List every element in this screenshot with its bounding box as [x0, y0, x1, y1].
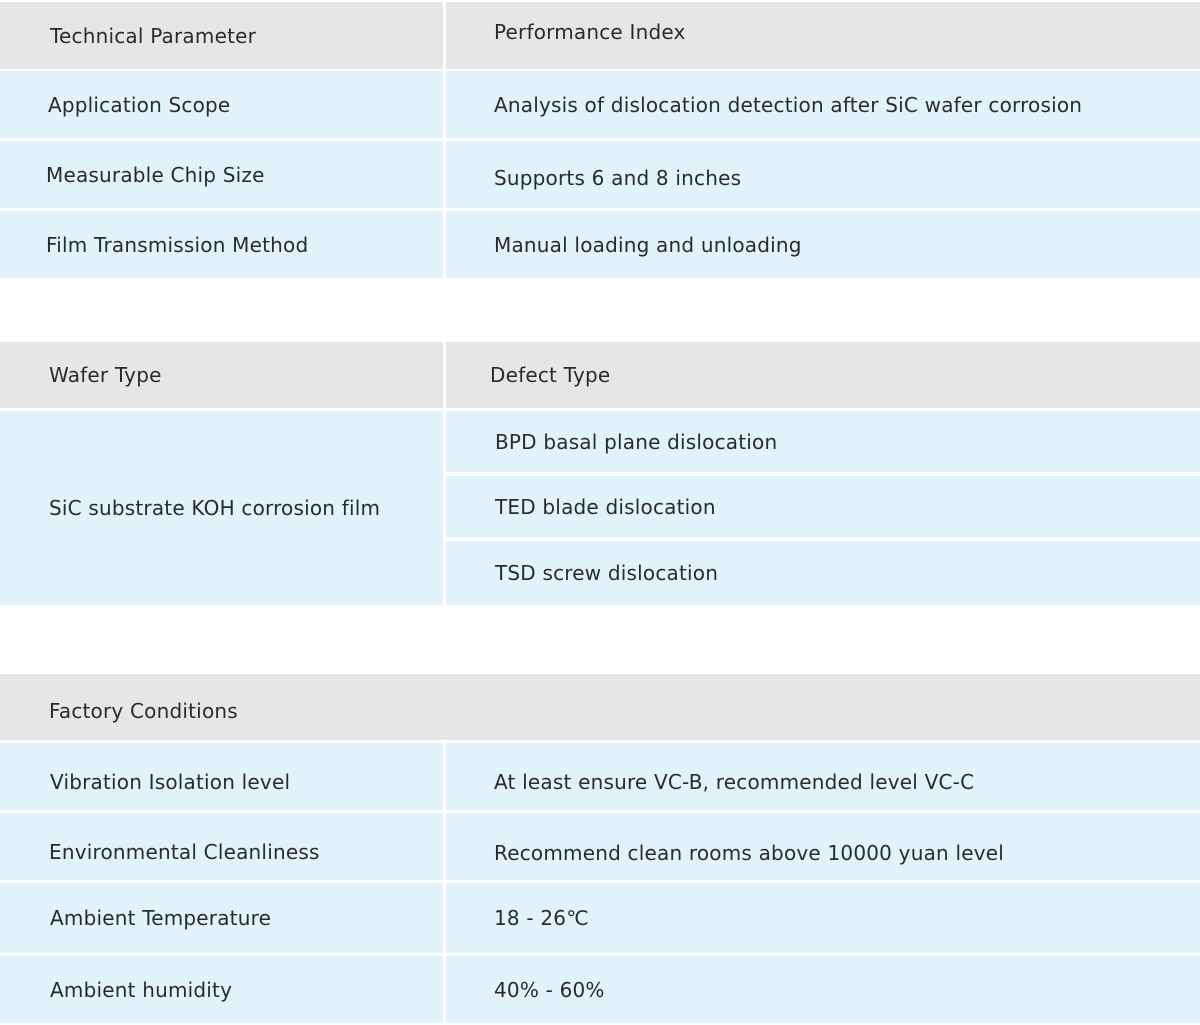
- table2-wafer-type-text: SiC substrate KOH corrosion film: [49, 496, 381, 520]
- table1-row2-label-text: Measurable Chip Size: [46, 162, 265, 187]
- table2-header-col1: [0, 342, 443, 408]
- table3-row1-label: [0, 743, 443, 810]
- table1-row3-label: [0, 211, 443, 278]
- table1-row2-label: [0, 141, 443, 208]
- table1-header-col1-text: Technical Parameter: [50, 23, 257, 48]
- table2-defect-text: TSD screw dislocation: [495, 561, 719, 585]
- table3-row3-label-text: Ambient Temperature: [50, 906, 272, 930]
- table1-header-col2-text: Performance Index: [494, 19, 686, 44]
- table3-row3-value-text: 18 - 26℃: [494, 906, 589, 930]
- table3-header: [0, 674, 1200, 740]
- table3-row1-label-text: Vibration Isolation level: [50, 769, 291, 794]
- table1-header-col1: [0, 2, 443, 69]
- table1-row1-value-text: Analysis of dislocation detection after SiC wafer corrosion: [494, 92, 1083, 117]
- table3-row2-value-text: Recommend clean rooms above 10000 yuan level: [494, 840, 1005, 865]
- table1-row1-value: [446, 71, 1200, 138]
- table2-wafer-type: [0, 411, 443, 605]
- table1-header-col2: [446, 2, 1200, 69]
- table3-row4-value-text: 40% - 60%: [494, 977, 605, 1002]
- table2-header-col1-text: Wafer Type: [49, 363, 162, 387]
- table1-row3-label-text: Film Transmission Method: [46, 232, 309, 257]
- table2-header-col2: [446, 342, 1200, 408]
- table2-defect-row: [446, 411, 1200, 472]
- table2-defect-row: [446, 476, 1200, 537]
- table3-row1-value: [446, 743, 1200, 810]
- table1-row3-value-text: Manual loading and unloading: [494, 232, 802, 257]
- table3-row2-label: [0, 813, 443, 880]
- table3-header-text: Factory Conditions: [49, 699, 238, 723]
- table3-row4-label: [0, 956, 443, 1023]
- table2-defect-text: BPD basal plane dislocation: [495, 429, 778, 454]
- table1-row2-value-text: Supports 6 and 8 inches: [494, 165, 742, 190]
- table2-defect-row: [446, 541, 1200, 605]
- table1-row1-label: [0, 71, 443, 138]
- table3-row2-value: [446, 813, 1200, 880]
- table2-defect-text: TED blade dislocation: [495, 494, 716, 519]
- table1-row2-value: [446, 141, 1200, 208]
- table3-row2-label-text: Environmental Cleanliness: [49, 839, 320, 864]
- table3-row4-label-text: Ambient humidity: [50, 977, 233, 1002]
- table3-row3-value: [446, 883, 1200, 953]
- table3-row1-value-text: At least ensure VC-B, recommended level VC-C: [494, 769, 975, 794]
- table1-row3-value: [446, 211, 1200, 278]
- table3-row3-label: [0, 883, 443, 953]
- table2-header-col2-text: Defect Type: [490, 363, 611, 387]
- table1-row1-label-text: Application Scope: [48, 92, 231, 117]
- table3-row4-value: [446, 956, 1200, 1023]
